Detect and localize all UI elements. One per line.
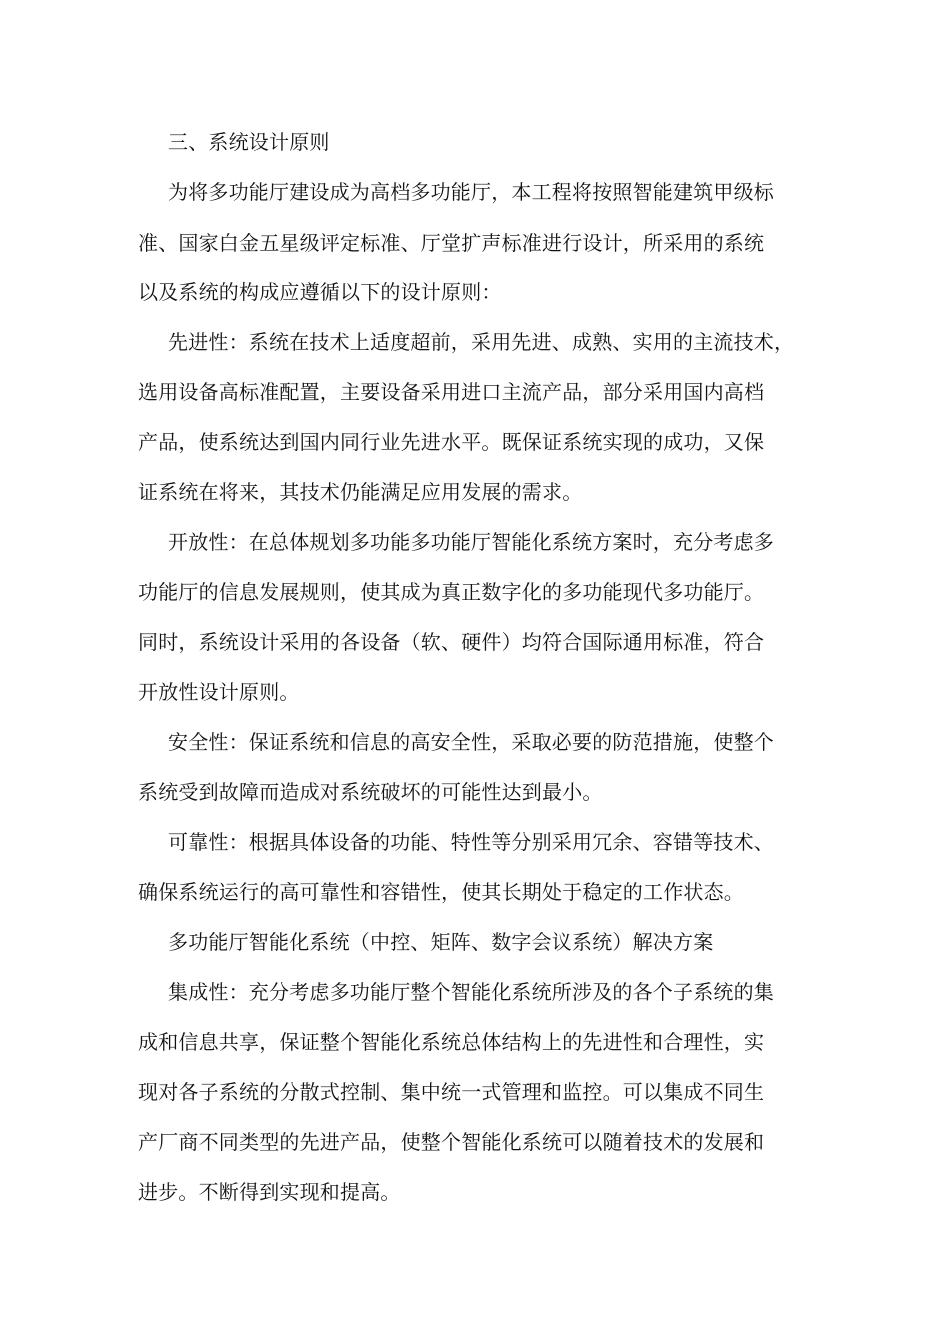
- paragraph-line: 为将多功能厅建设成为高档多功能厅，本工程将按照智能建筑甲级标: [168, 180, 774, 204]
- paragraph-line: 同时，系统设计采用的各设备（软、硬件）均符合国际通用标准，符合: [138, 630, 765, 654]
- paragraph-line: 产厂商不同类型的先进产品，使整个智能化系统可以随着技术的发展和: [138, 1130, 765, 1154]
- paragraph-line: 集成性：充分考虑多功能厅整个智能化系统所涉及的各个子系统的集: [168, 980, 774, 1004]
- paragraph-line: 进步。不断得到实现和提高。: [138, 1180, 401, 1204]
- paragraph-line: 证系统在将来，其技术仍能满足应用发展的需求。: [138, 480, 583, 504]
- paragraph-line: 开放性：在总体规划多功能多功能厅智能化系统方案时，充分考虑多: [168, 530, 774, 554]
- subsection-heading: 多功能厅智能化系统（中控、矩阵、数字会议系统）解决方案: [168, 930, 714, 954]
- paragraph-line: 确保系统运行的高可靠性和容错性，使其长期处于稳定的工作状态。: [138, 880, 744, 904]
- paragraph-line: 安全性：保证系统和信息的高安全性，采取必要的防范措施，使整个: [168, 730, 774, 754]
- paragraph-line: 先进性：系统在技术上适度超前，采用先进、成熟、实用的主流技术，: [168, 330, 795, 354]
- paragraph-line: 系统受到故障而造成对系统破坏的可能性达到最小。: [138, 780, 603, 804]
- paragraph-line: 功能厅的信息发展规则，使其成为真正数字化的多功能现代多功能厅。: [138, 580, 765, 604]
- paragraph-line: 可靠性：根据具体设备的功能、特性等分别采用冗余、容错等技术、: [168, 830, 774, 854]
- paragraph-line: 产品，使系统达到国内同行业先进水平。既保证系统实现的成功，又保: [138, 430, 765, 454]
- paragraph-line: 现对各子系统的分散式控制、集中统一式管理和监控。可以集成不同生: [138, 1080, 765, 1104]
- paragraph-line: 选用设备高标准配置，主要设备采用进口主流产品，部分采用国内高档: [138, 380, 765, 404]
- paragraph-line: 开放性设计原则。: [138, 680, 300, 704]
- paragraph-line: 成和信息共享，保证整个智能化系统总体结构上的先进性和合理性，实: [138, 1030, 765, 1054]
- paragraph-line: 以及系统的构成应遵循以下的设计原则：: [138, 280, 502, 304]
- paragraph-line: 准、国家白金五星级评定标准、厅堂扩声标准进行设计，所采用的系统: [138, 231, 765, 255]
- section-heading: 三、系统设计原则: [168, 130, 330, 154]
